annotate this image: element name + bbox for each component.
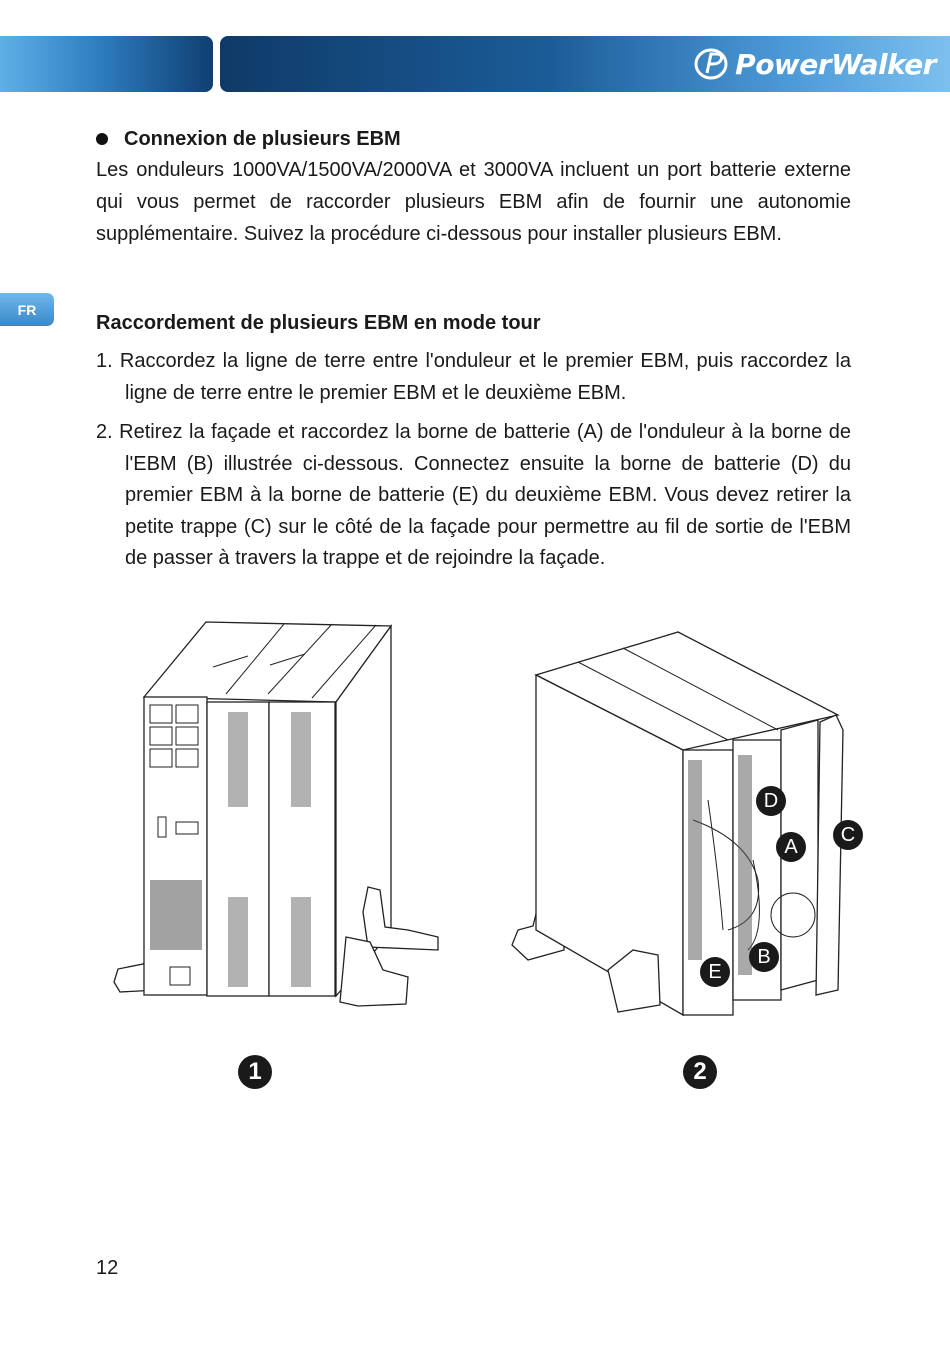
step-1: 1. Raccordez la ligne de terre entre l'onduleur et le premier EBM, puis raccordez la ligne de terre entre le premier EBM et le deuxième EBM. [96, 350, 851, 404]
steps-list [96, 346, 851, 583]
callout-b: B [749, 942, 779, 972]
section-title-row [96, 124, 851, 154]
figure-1-number: 1 [238, 1055, 272, 1089]
figure-2-number: 2 [683, 1055, 717, 1089]
language-tab: FR [0, 293, 54, 326]
page-header [0, 36, 950, 92]
bullet-icon [96, 133, 108, 145]
powerwalker-logo-icon [693, 46, 729, 82]
main-content [96, 124, 851, 569]
callout-a: A [776, 832, 806, 862]
figure-2-illustration [508, 630, 868, 1018]
brand-name: PowerWalker [735, 47, 936, 81]
callout-c: C [833, 820, 863, 850]
section-title: Connexion de plusieurs EBM [124, 128, 401, 150]
header-right-band [220, 36, 950, 92]
subsection-title: Raccordement de plusieurs EBM en mode tour [96, 312, 541, 334]
header-left-band [0, 36, 213, 92]
figure-1-illustration [108, 612, 443, 1007]
callout-e: E [700, 957, 730, 987]
callout-d: D [756, 786, 786, 816]
step-2: 2. Retirez la façade et raccordez la borne de batterie (A) de l'onduleur à la borne de l'EBM (B) illustrée ci-dessous. Connectez ensuite la borne de batterie (D) du premier EBM à la borne de batterie (E) du deuxième EBM. Vous devez retirer la petite trappe (C) sur le côté de la façade pour permettre au fil de sortie de l'EBM de passer à travers la trappe et de rejoindre la façade. [96, 421, 851, 569]
page-number: 12 [96, 1257, 119, 1279]
brand-logo [693, 46, 936, 82]
section-intro: Les onduleurs 1000VA/1500VA/2000VA et 3000VA incluent un port batterie externe qui vous permet de raccorder plusieurs EBM afin de fournir une autonomie supplémentaire. Suivez la procédure ci-dessous pour installer plusieurs EBM. [96, 159, 851, 245]
